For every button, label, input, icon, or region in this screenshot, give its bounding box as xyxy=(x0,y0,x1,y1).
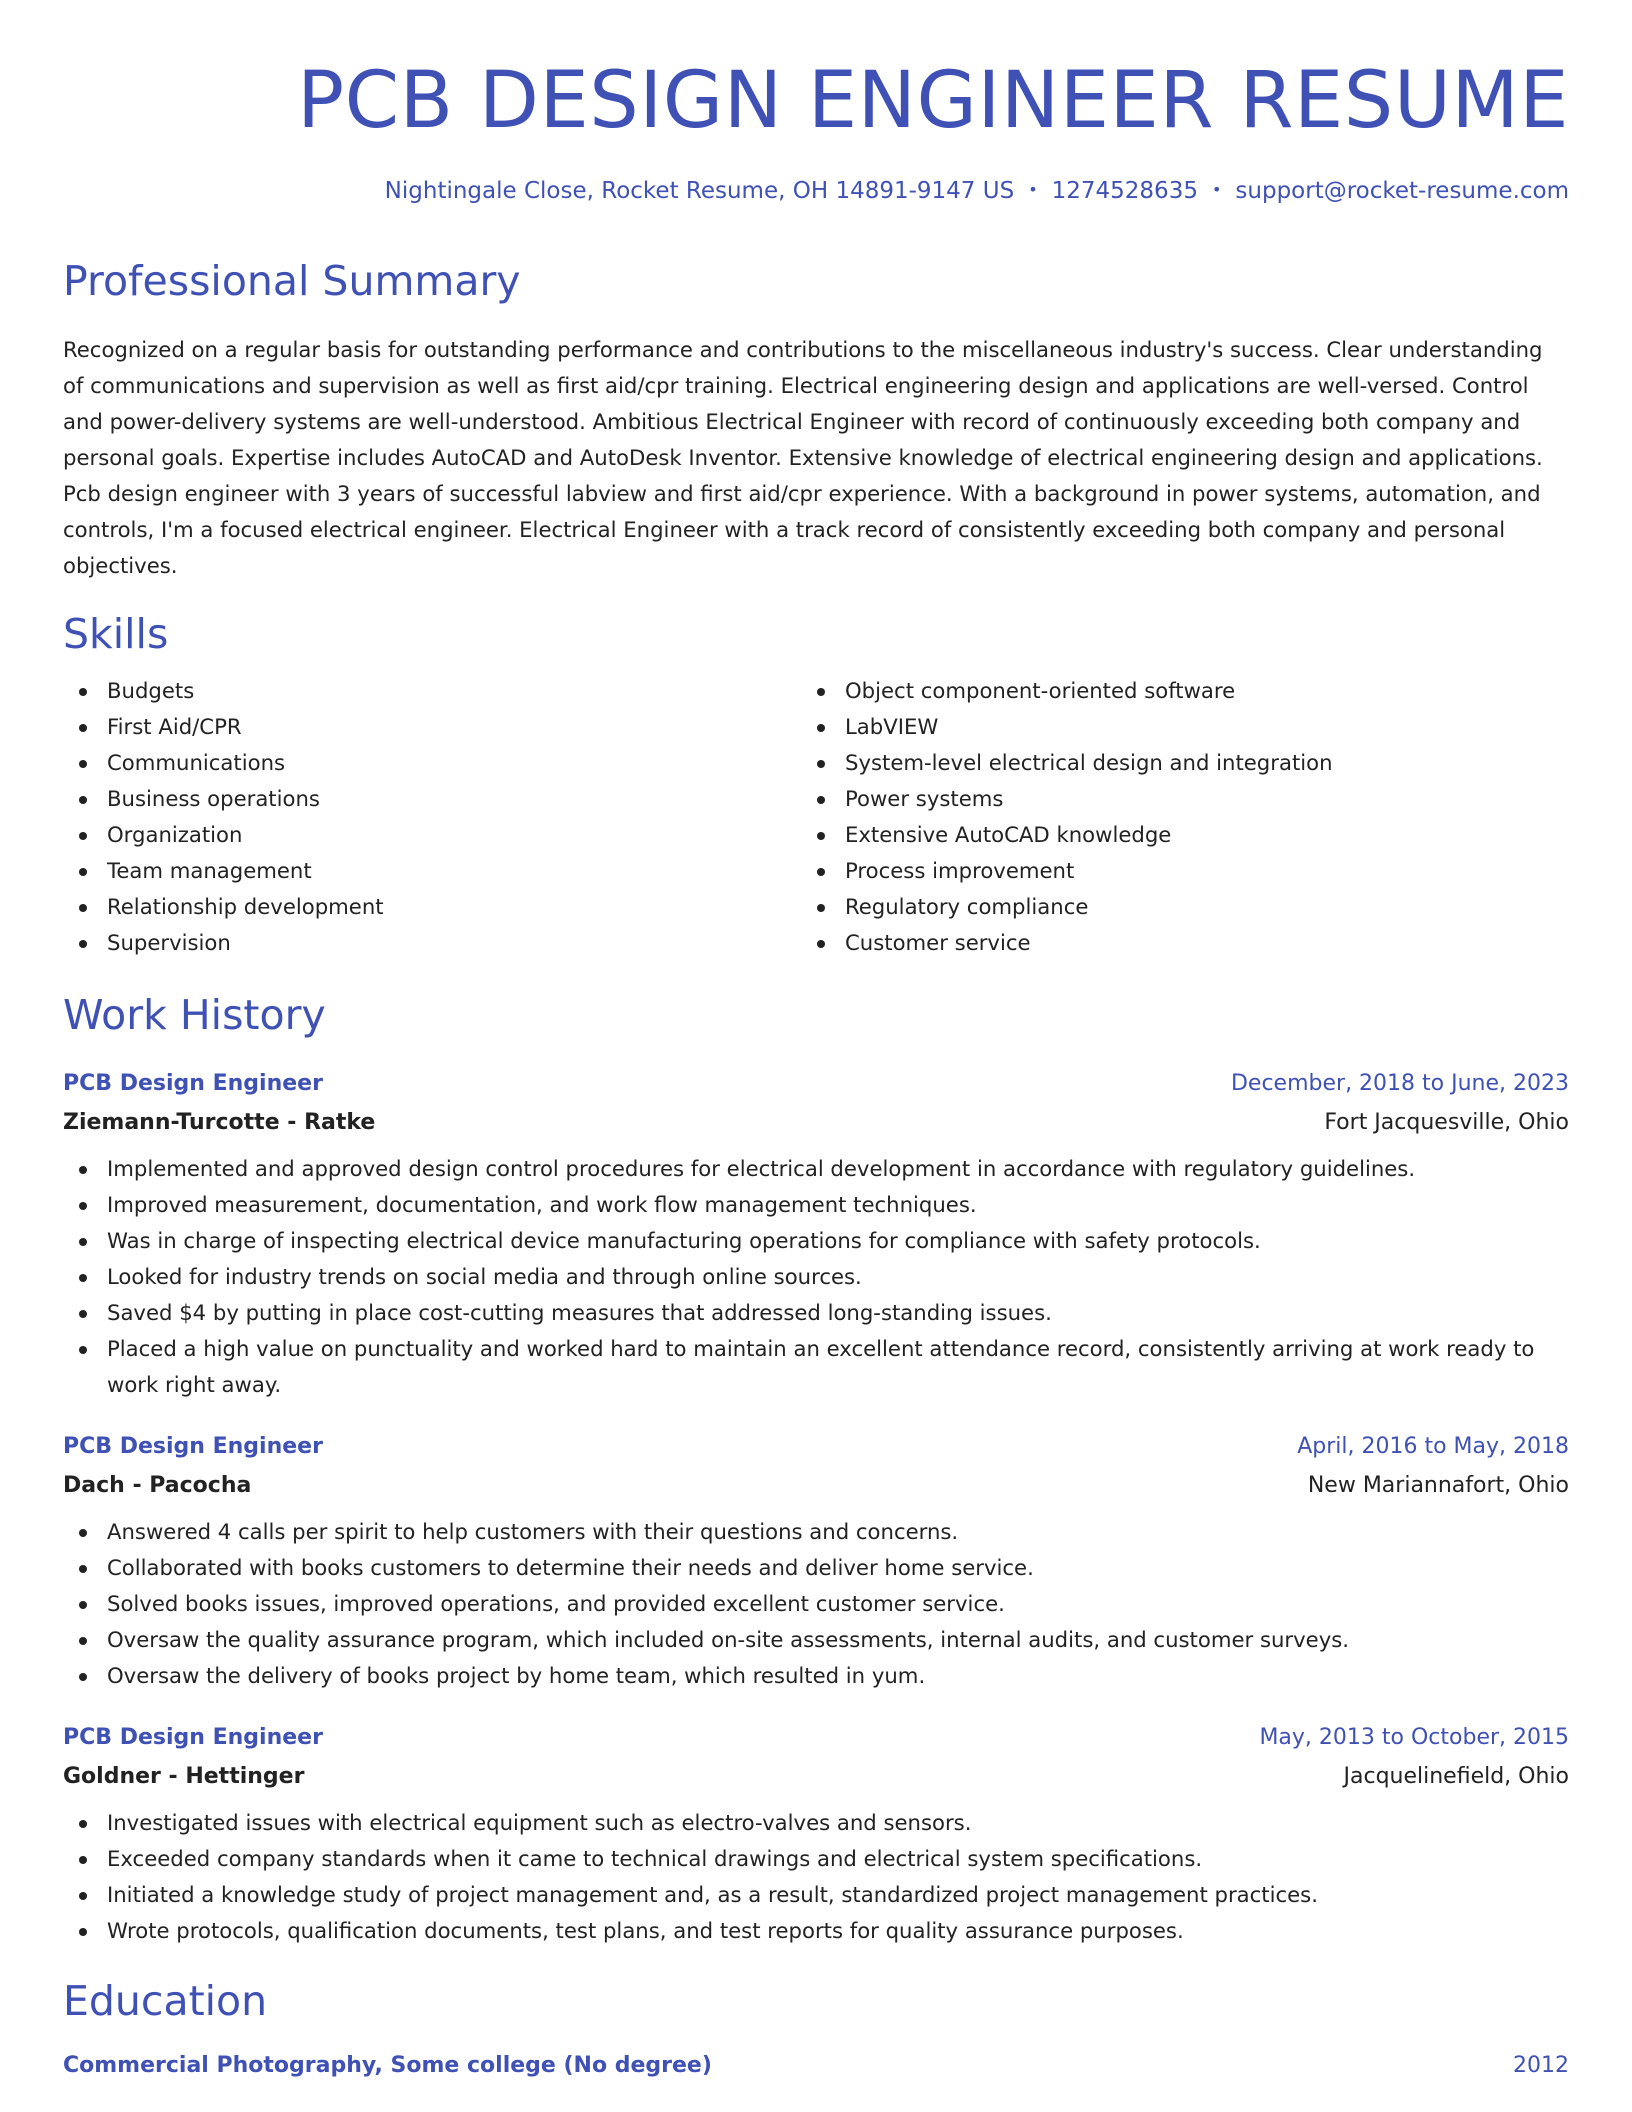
work-history-section xyxy=(63,991,1569,1949)
section-heading-work-history: Work History xyxy=(63,991,326,1039)
job-bullet: Investigated issues with electrical equipment such as electro-valves and sensors. xyxy=(63,1805,1569,1841)
skill-item: System-level electrical design and integration xyxy=(801,745,1539,781)
skill-item: Regulatory compliance xyxy=(801,889,1539,925)
skill-item: Extensive AutoCAD knowledge xyxy=(801,817,1539,853)
skill-item: LabVIEW xyxy=(801,709,1539,745)
job-header-row xyxy=(63,1724,1569,1752)
skill-item: Object component-oriented software xyxy=(801,673,1539,709)
job-entry xyxy=(63,1070,1569,1403)
job-company-row xyxy=(63,1763,1569,1791)
job-company-row xyxy=(63,1109,1569,1137)
job-header-row xyxy=(63,1070,1569,1098)
skill-item: Business operations xyxy=(63,781,801,817)
contact-separator: • xyxy=(1028,180,1038,199)
job-entry xyxy=(63,1433,1569,1694)
skills-columns xyxy=(63,673,1569,961)
job-bullets xyxy=(63,1514,1569,1694)
skill-item: Customer service xyxy=(801,925,1539,961)
professional-summary-section xyxy=(63,257,1569,584)
job-company-row xyxy=(63,1472,1569,1500)
contact-phone: 1274528635 xyxy=(1051,178,1198,204)
skill-item: Team management xyxy=(63,853,801,889)
job-entry xyxy=(63,1724,1569,1949)
skill-item: Budgets xyxy=(63,673,801,709)
job-title: PCB Design Engineer xyxy=(63,1725,323,1750)
section-heading-summary: Professional Summary xyxy=(63,257,521,305)
resume-header xyxy=(63,56,1569,204)
job-dates: December, 2018 to June, 2023 xyxy=(1230,1071,1569,1096)
job-dates: May, 2013 to October, 2015 xyxy=(1259,1725,1569,1750)
education-entry xyxy=(63,2052,1569,2080)
skills-section xyxy=(63,610,1569,961)
job-bullet: Was in charge of inspecting electrical device manufacturing operations for compliance with safety protocols. xyxy=(63,1223,1569,1259)
resume-title: PCB DESIGN ENGINEER RESUME xyxy=(297,56,1569,146)
job-location: Jacquelinefield, Ohio xyxy=(1343,1764,1569,1789)
skill-item: Process improvement xyxy=(801,853,1539,889)
skill-item: Supervision xyxy=(63,925,801,961)
skill-item: Organization xyxy=(63,817,801,853)
skills-list-right xyxy=(801,673,1539,961)
section-heading-skills: Skills xyxy=(63,610,169,658)
job-bullet: Initiated a knowledge study of project management and, as a result, standardized project management practices. xyxy=(63,1877,1569,1913)
job-dates: April, 2016 to May, 2018 xyxy=(1297,1434,1569,1459)
job-bullet: Implemented and approved design control procedures for electrical development in accordance with regulatory guidelines. xyxy=(63,1151,1569,1187)
job-bullet: Looked for industry trends on social media and through online sources. xyxy=(63,1259,1569,1295)
job-bullet: Exceeded company standards when it came to technical drawings and electrical system specifications. xyxy=(63,1841,1569,1877)
contact-separator: • xyxy=(1211,180,1222,199)
education-section xyxy=(63,1977,1569,2080)
job-bullet: Collaborated with books customers to determine their needs and deliver home service. xyxy=(63,1550,1569,1586)
job-bullet: Oversaw the quality assurance program, which included on-site assessments, internal audits, and customer surveys. xyxy=(63,1622,1569,1658)
job-bullet: Improved measurement, documentation, and work flow management techniques. xyxy=(63,1187,1569,1223)
job-company: Ziemann-Turcotte - Ratke xyxy=(63,1110,376,1135)
section-heading-education: Education xyxy=(63,1977,268,2025)
skill-item: First Aid/CPR xyxy=(63,709,801,745)
job-company: Goldner - Hettinger xyxy=(63,1764,305,1789)
job-title: PCB Design Engineer xyxy=(63,1071,323,1096)
skill-item: Relationship development xyxy=(63,889,801,925)
job-bullet: Wrote protocols, qualification documents, test plans, and test reports for quality assurance purposes. xyxy=(63,1913,1569,1949)
job-title: PCB Design Engineer xyxy=(63,1434,323,1459)
contact-line xyxy=(63,180,1569,203)
job-bullet: Solved books issues, improved operations, and provided excellent customer service. xyxy=(63,1586,1569,1622)
education-degree: Commercial Photography, Some college (No degree) xyxy=(63,2053,712,2078)
job-location: Fort Jacquesville, Ohio xyxy=(1324,1110,1569,1135)
education-year: 2012 xyxy=(1513,2053,1569,2078)
job-bullets xyxy=(63,1151,1569,1403)
skills-list-left xyxy=(63,673,801,961)
job-header-row xyxy=(63,1433,1569,1461)
summary-text: Recognized on a regular basis for outstanding performance and contributions to the miscellaneous industry's success. Clear understanding of communications and supervision as well as first aid/cpr training. Electrical engineering design and applications are well-versed. Control and power-delivery systems are well-understood. Ambitious Electrical Engineer with record of continuously exceeding both company and personal goals. Expertise includes AutoCAD and AutoDesk Inventor. Extensive knowledge of electrical engineering design and applications. Pcb design engineer with 3 years of successful labview and first aid/cpr experience. With a background in power systems, automation, and controls, I'm a focused electrical engineer. Electrical Engineer with a track record of consistently exceeding both company and personal objectives. xyxy=(63,337,1543,578)
contact-email[interactable]: support@rocket-resume.com xyxy=(1235,178,1569,204)
job-bullet: Saved $4 by putting in place cost-cutting measures that addressed long-standing issues. xyxy=(63,1295,1569,1331)
job-bullet: Answered 4 calls per spirit to help customers with their questions and concerns. xyxy=(63,1514,1569,1550)
job-bullets xyxy=(63,1805,1569,1949)
skill-item: Power systems xyxy=(801,781,1539,817)
job-location: New Mariannafort, Ohio xyxy=(1307,1473,1569,1498)
job-bullet: Oversaw the delivery of books project by home team, which resulted in yum. xyxy=(63,1658,1569,1694)
contact-address: Nightingale Close, Rocket Resume, OH 14891-9147 US xyxy=(384,178,1015,204)
job-company: Dach - Pacocha xyxy=(63,1473,252,1498)
job-bullet: Placed a high value on punctuality and worked hard to maintain an excellent attendance record, consistently arriving at work ready to work right away. xyxy=(63,1331,1569,1403)
skill-item: Communications xyxy=(63,745,801,781)
